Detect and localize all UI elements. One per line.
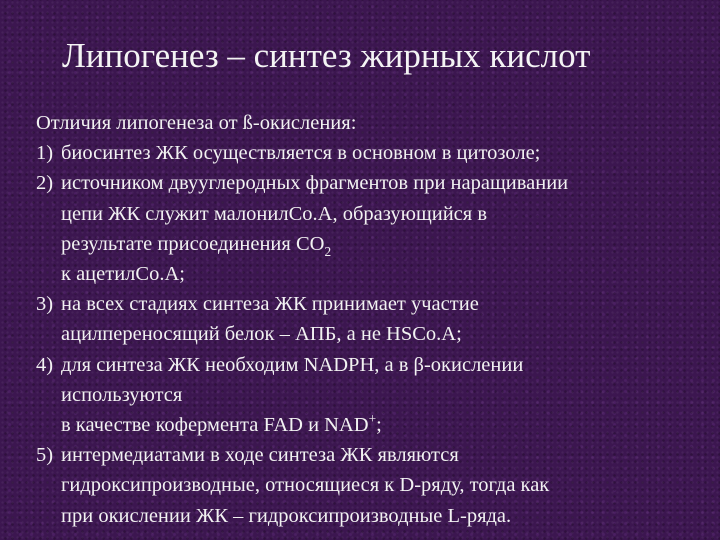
item-text: ; — [376, 414, 382, 437]
list-item-5 — [36, 440, 706, 531]
item-text-line: ацилпереносящий белок – АПБ, а не HSCo.A; — [61, 323, 462, 346]
item-text-line — [61, 229, 706, 259]
list-item-2 — [36, 168, 706, 289]
item-text: в качестве кофермента FAD и NAD — [61, 414, 369, 437]
list-number: 3) — [36, 293, 54, 316]
item-text-line: к ацетилCo.A; — [61, 263, 185, 286]
item-text-line: биосинтез ЖК осуществляется в основном в цитозоле; — [61, 142, 541, 165]
intro-text: Отличия липогенеза от ß-окисления: — [36, 112, 357, 134]
list-item-1 — [36, 138, 706, 168]
item-text-line: источником двууглеродных фрагментов при наращивании — [61, 172, 569, 195]
list-number: 2) — [36, 172, 54, 195]
list-number: 1) — [36, 142, 54, 165]
list-number: 5) — [36, 444, 54, 467]
item-text-line: интермедиатами в ходе синтеза ЖК являются — [61, 444, 459, 467]
list-number: 4) — [36, 353, 54, 376]
subscript: 2 — [324, 243, 332, 259]
list-item-3 — [36, 289, 706, 349]
item-text-line: при окислении ЖК – гидроксипроизводные L-ряда. — [61, 504, 512, 527]
item-text-line: гидроксипроизводные, относящиеся к D-ряду, тогда как — [61, 474, 550, 497]
item-text-line: используются — [61, 383, 183, 406]
superscript: + — [368, 411, 377, 427]
item-text-line — [61, 410, 706, 440]
item-text-line: на всех стадиях синтеза ЖК принимает участие — [61, 293, 479, 316]
list-item-4 — [36, 350, 706, 441]
item-text-line: для синтеза ЖК необходим NADPH, а в β-окислении — [61, 353, 524, 376]
item-text-line: цепи ЖК служит малонилCo.A, образующийся в — [61, 202, 488, 225]
slide-title: Липогенез – синтез жирных кислот — [62, 36, 591, 75]
item-text: результате присоединения CO — [61, 232, 325, 255]
slide-body — [36, 108, 706, 531]
differences-list — [36, 138, 706, 531]
